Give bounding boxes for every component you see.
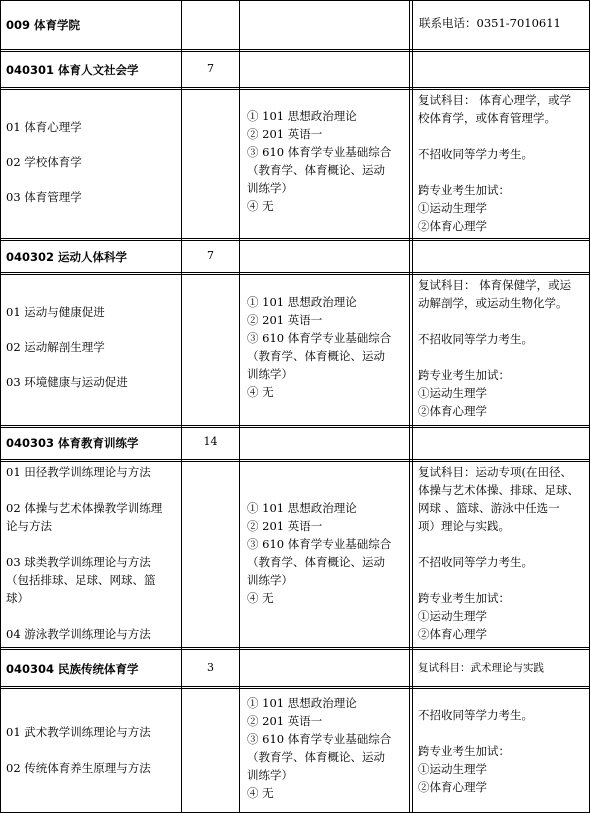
column-divider <box>239 0 240 813</box>
remarks: 不招收同等学力考生。 跨专业考生加试： ①运动生理学 ②体育心理学 <box>418 708 533 794</box>
retest-subject: 复试科目：武术理论与实践 <box>418 662 544 674</box>
major-header: 040301 体育人文社会学 <box>6 63 139 77</box>
column-divider <box>409 0 410 813</box>
row-divider <box>0 87 590 90</box>
direction-item: 02 传统体育养生原理与方法 <box>6 761 151 775</box>
remarks: 复试科目： 体育保健学，或运 动解剖学，或运动生物化学。 不招收同等学力考生。 跨专业考生加试： ①运动生理学 ②体育心理学 <box>418 278 572 418</box>
row-divider <box>0 49 590 52</box>
row-divider <box>0 425 590 428</box>
row-divider <box>0 647 590 650</box>
remarks: 复试科目： 体育心理学，或学 校体育学，或体育管理学。 不招收同等学力考生。 跨专业考生加试： ①运动生理学 ②体育心理学 <box>418 93 572 233</box>
major-header: 040302 运动人体科学 <box>6 250 128 264</box>
column-divider <box>412 0 413 813</box>
college-phone: 联系电话：0351-7010611 <box>419 16 561 30</box>
column-divider <box>181 0 182 813</box>
major-quota: 3 <box>207 661 214 674</box>
major-quota: 7 <box>207 249 214 262</box>
direction-item: 03 体育管理学 <box>6 190 82 204</box>
major-header: 040304 民族传统体育学 <box>6 662 139 676</box>
row-divider <box>0 0 590 1</box>
exam-subjects: ① 101 思想政治理论 ② 201 英语一 ③ 610 体育学专业基础综合 （教育学、体育概论、运动 训练学） ④ 无 <box>247 501 392 605</box>
major-quota: 14 <box>203 435 218 448</box>
direction-item: 01 运动与健康促进 <box>6 305 105 319</box>
exam-subjects: ① 101 思想政治理论 ② 201 英语一 ③ 610 体育学专业基础综合 （教育学、体育概论、运动 训练学） ④ 无 <box>247 109 392 213</box>
row-divider <box>0 272 590 275</box>
row-divider <box>0 238 590 241</box>
major-quota: 7 <box>207 62 214 75</box>
remarks: 复试科目：运动专项(在田径、 体操与艺术体操、排球、足球、 网球 、篮球、游泳中任选一 项）理论与实践。 不招收同等学力考生。 跨专业考生加试： ①运动生理学 ②体育心理学 <box>418 465 579 641</box>
direction-item: 02 运动解剖生理学 <box>6 340 105 354</box>
exam-subjects: ① 101 思想政治理论 ② 201 英语一 ③ 610 体育学专业基础综合 （教育学、体育概论、运动 训练学） ④ 无 <box>247 696 392 800</box>
direction-item: 01 武术教学训练理论与方法 <box>6 725 151 739</box>
direction-item: 01 体育心理学 <box>6 120 82 134</box>
row-divider <box>0 686 590 689</box>
major-header: 040303 体育教育训练学 <box>6 436 139 450</box>
direction-item: 03 环境健康与运动促进 <box>6 375 128 389</box>
direction-item: 02 学校体育学 <box>6 155 82 169</box>
college-title: 009 体育学院 <box>6 18 81 32</box>
table-border-left <box>0 0 1 813</box>
exam-subjects: ① 101 思想政治理论 ② 201 英语一 ③ 610 体育学专业基础综合 （教育学、体育概论、运动 训练学） ④ 无 <box>247 295 392 399</box>
row-divider <box>0 459 590 462</box>
direction-list: 01 田径教学训练理论与方法 02 体操与艺术体操教学训练理 论与方法 03 球类教学训练理论与方法 （包括排球、足球、网球、篮 球） 04 游泳教学训练理论与方法 <box>6 465 163 641</box>
